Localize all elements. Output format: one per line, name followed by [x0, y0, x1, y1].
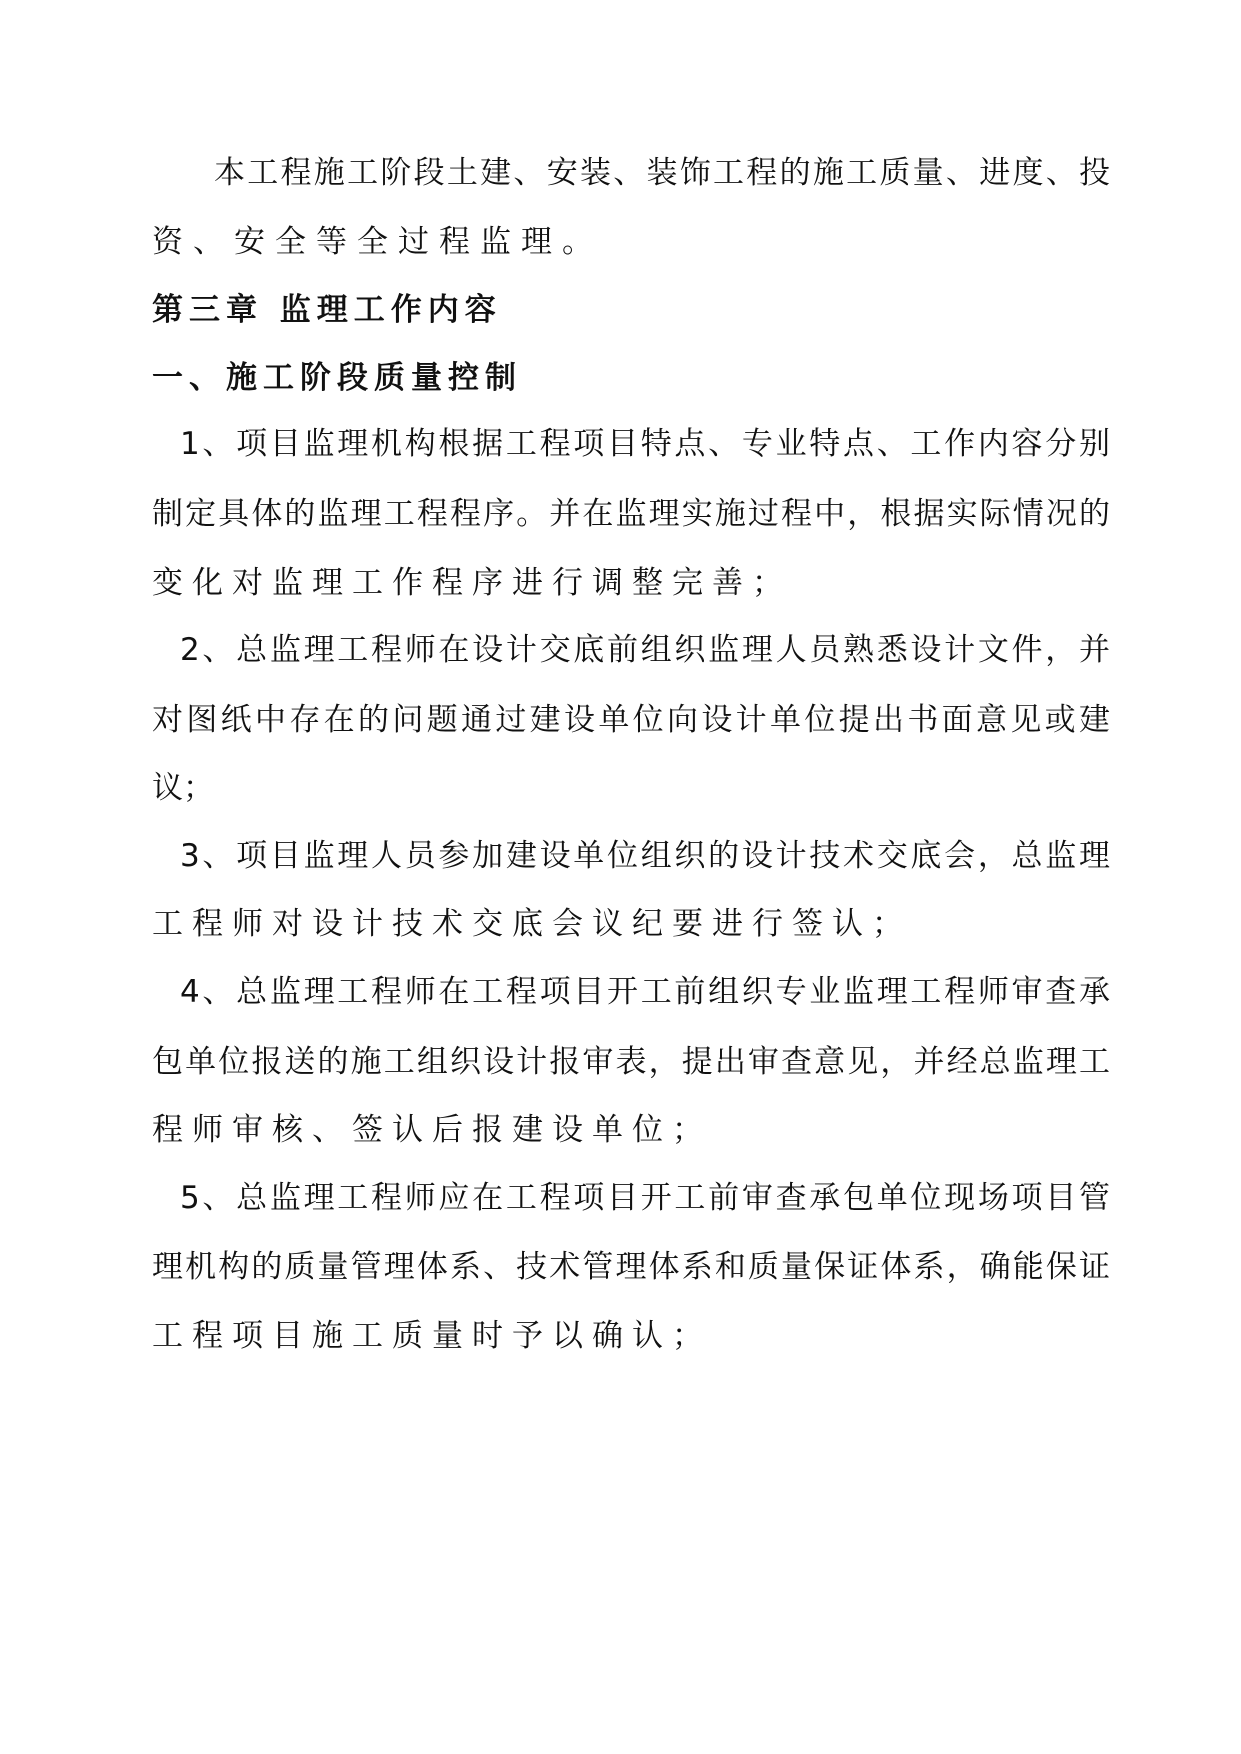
item-1-line-2: 制定具体的监理工程程序。并在监理实施过程中，根据实际情况的 [152, 496, 1110, 532]
item-3-line-1: 3、项目监理人员参加建设单位组织的设计技术交底会，总监理 [180, 838, 1110, 874]
item-1-line-3: 变化对监理工作程序进行调整完善； [152, 565, 792, 601]
item-5-line-2: 理机构的质量管理体系、技术管理体系和质量保证体系，确能保证 [152, 1249, 1110, 1285]
intro-line-1: 本工程施工阶段土建、安装、装饰工程的施工质量、进度、投 [214, 155, 1110, 191]
item-4-line-1: 4、总监理工程师在工程项目开工前组织专业监理工程师审查承 [180, 974, 1110, 1010]
item-2-line-1: 2、总监理工程师在设计交底前组织监理人员熟悉设计文件，并 [180, 632, 1110, 668]
section-heading: 一、施工阶段质量控制 [152, 360, 522, 396]
item-4-line-3: 程师审核、签认后报建设单位； [152, 1112, 712, 1148]
item-5-line-1: 5、总监理工程师应在工程项目开工前审查承包单位现场项目管 [180, 1180, 1110, 1216]
intro-line-2: 资、安全等全过程监理。 [152, 224, 603, 260]
item-1-line-1: 1、项目监理机构根据工程项目特点、专业特点、工作内容分别 [180, 426, 1110, 462]
item-3-line-2: 工程师对设计技术交底会议纪要进行签认； [152, 906, 912, 942]
item-2-line-3: 议； [152, 770, 214, 806]
chapter-heading: 第三章 监理工作内容 [152, 292, 502, 328]
item-4-line-2: 包单位报送的施工组织设计报审表，提出审查意见，并经总监理工 [152, 1044, 1110, 1080]
item-2-line-2: 对图纸中存在的问题通过建设单位向设计单位提出书面意见或建 [152, 702, 1110, 738]
item-5-line-3: 工程项目施工质量时予以确认； [152, 1318, 712, 1354]
